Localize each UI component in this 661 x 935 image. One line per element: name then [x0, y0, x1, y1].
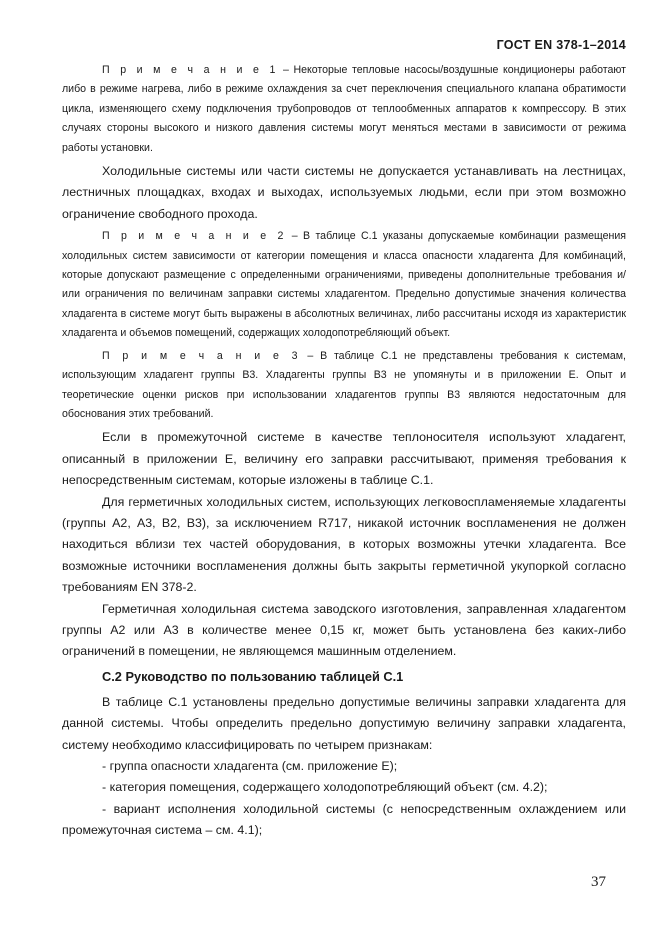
note-2-label: П р и м е ч а н и е 2 [102, 230, 287, 243]
document-code: ГОСТ EN 378-1–2014 [496, 38, 626, 52]
paragraph-factory-system: Герметичная холодильная система заводского изготовления, заправленная хладагентом группы А2 или А3 в количестве менее 0,15 кг, может быть установлена без каких-либо ограничений в помещении, не являющемся машинным отделением. [62, 601, 626, 659]
page-number: 37 [591, 874, 606, 890]
note-3 [62, 347, 626, 425]
paragraph-table-usage: В таблице С.1 установлены предельно допустимые величины заправки хладагента для данной системы. Чтобы определить предельно допустимую величину заправки хладагента, систему необходимо классифицировать по четырем признакам: [62, 694, 626, 752]
note-3-text: – В таблице С.1 не представлены требования к системам, использующим хладагент группы В3. Хладагенты группы В3 не упомянуты и в приложении Е. Опыт и теоретические оценки рисков при использовании хладагентов группы В3 являются недостаточным для обоснования этих требований. [62, 349, 626, 420]
list-item: - вариант исполнения холодильной системы (с непосредственным охлаждением или промежуточная система – см. 4.1); [62, 801, 626, 838]
note-1 [62, 61, 626, 158]
section-heading: С.2 Руководство по пользованию таблицей С.1 [102, 668, 404, 684]
paragraph-stairs: Холодильные системы или части системы не допускается устанавливать на лестницах, лестничных площадках, входах и выходах, используемых людьми, если при этом возможно ограничение свободного прохода. [62, 164, 626, 221]
note-2 [62, 227, 626, 343]
note-1-label: П р и м е ч а н и е 1 [102, 64, 279, 76]
paragraph-hermetic-systems: Для герметичных холодильных систем, использующих легковоспламеняемые хладагенты (группы А2, А3, В2, В3), за исключением R717, никакой источник воспламенения не должен находиться вблизи тех частей оборудования, в которых возможны утечки хладагента. Все возможные источники воспламенения должны быть закрыты герметичной укупоркой согласно требованиям EN 378-2. [62, 494, 626, 595]
page-content [62, 61, 626, 842]
list-item: - группа опасности хладагента (см. приложение Е); [102, 759, 398, 773]
note-2-text: – В таблице С.1 указаны допускаемые комбинации размещения холодильных систем зависимости от категории помещения и класса опасности хладагента Для комбинаций, которые допускают размещение с определенными ограничениями, приведены дополнительные требования и/или ограничения по величинам заправки системы хладагентом. Предельно допустимые значения количества хладагента в системе могут быть выражены в абсолютных величинах, либо рассчитаны исходя из характеристик хладагента и объемов помещений, содержащих холодопотребляющий объект. [62, 230, 626, 340]
paragraph-indirect-system: Если в промежуточной системе в качестве теплоносителя используют хладагент, описанный в приложении Е, величину его заправки рассчитывают, применяя требования к непосредственным системам, которые изложены в таблице С.1. [62, 430, 626, 488]
note-3-label: П р и м е ч а н и е 3 [102, 349, 301, 362]
note-1-text: – Некоторые тепловые насосы/воздушные кондиционеры работают либо в режиме нагрева, либо в режиме охлаждения за счет переключения специального клапана обратимости цикла, изменяющего схему подключения трубопроводов от теплообменных аппаратов к компрессору. В этих случаях стороны высокого и низкого давления системы могут меняться местами в зависимости от режима работы установки. [62, 64, 627, 154]
list-item: - категория помещения, содержащего холодопотребляющий объект (см. 4.2); [102, 780, 548, 795]
